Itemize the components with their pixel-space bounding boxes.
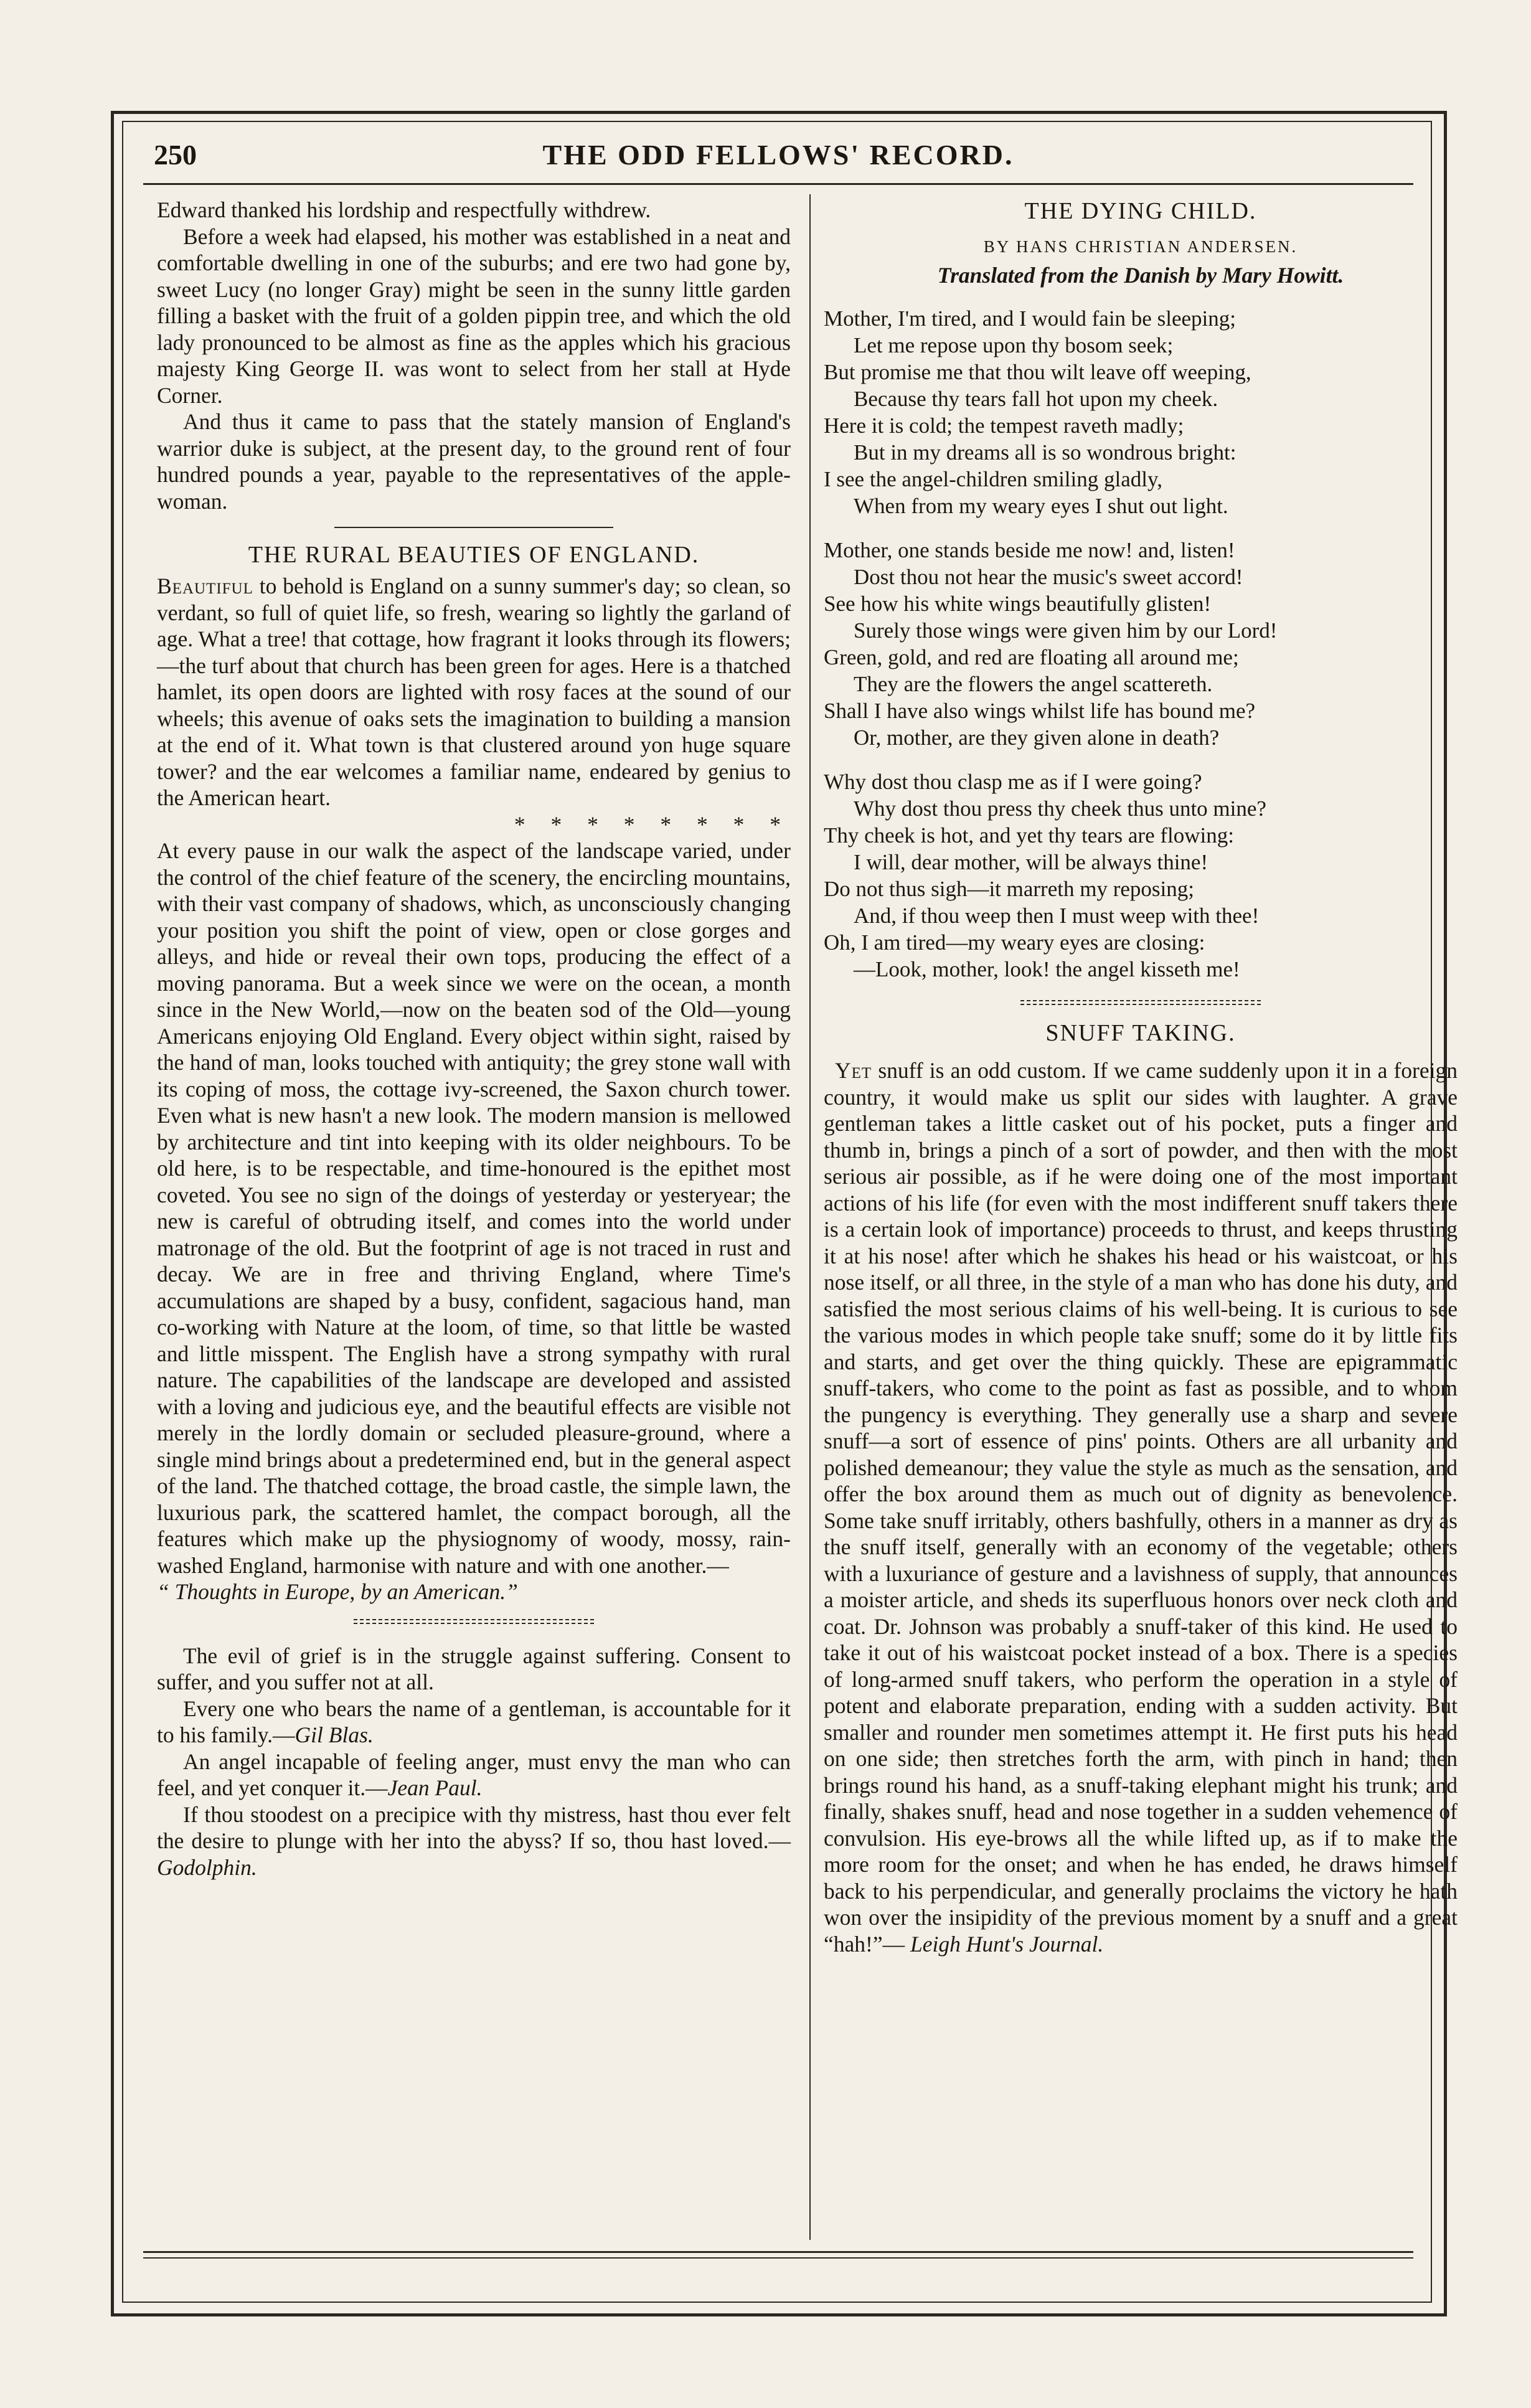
poem-stanza xyxy=(824,537,1458,751)
poem-line: Surely those wings were given him by our Lord! xyxy=(854,618,1278,643)
article-title-snuff: SNUFF TAKING. xyxy=(1045,1020,1236,1046)
poem-stanza xyxy=(824,305,1458,519)
poem-line: Or, mother, are they given alone in death? xyxy=(854,725,1220,750)
rural-paragraph xyxy=(157,573,791,811)
ornament-rule xyxy=(1020,1000,1261,1005)
footer-rule xyxy=(143,2251,1413,2253)
poem-line: When from my weary eyes I shut out light. xyxy=(854,494,1228,518)
poem-line: Green, gold, and red are floating all around me; xyxy=(824,645,1239,669)
poem-line: Oh, I am tired—my weary eyes are closing: xyxy=(824,930,1205,955)
article-title-rural: THE RURAL BEAUTIES OF ENGLAND. xyxy=(248,542,700,568)
poem-line: Because thy tears fall hot upon my cheek. xyxy=(854,387,1218,411)
intro-paragraph: Before a week had elapsed, his mother was established in a neat and comfortable dwelling in one of the suburbs; and ere two had gone by, sweet Lucy (no longer Gray) might be seen in the sunny little garden filling a basket with the fruit of a golden pippin tree, and which the old lady pronounced to be almost as fine as the apples which his gracious majesty King George II. was wont to select from her stall at Hyde Corner. xyxy=(157,224,791,408)
rural-source: “ Thoughts in Europe, by an American.” xyxy=(157,1579,518,1604)
poem-line: But in my dreams all is so wondrous bright: xyxy=(854,440,1237,465)
poem-line: Why dost thou clasp me as if I were going? xyxy=(824,770,1202,794)
poem-line: See how his white wings beautifully glisten! xyxy=(824,592,1212,616)
rural-paragraph: At every pause in our walk the aspect of the landscape varied, under the control of the chief feature of the scenery, the encircling mountains, with their vast company of shadows, which, as unconsciously changing your position you shift the point of view, open or close gorges and alleys, and hide or reveal their own tops, producing the effect of a moving panorama. But a week since we were on the ocean, a month since in the New World,—now on the beaten sod of the Old—young Americans enjoying Old England. Every object within sight, raised by the hand of man, looks touched with antiquity; the grey stone wall with its coping of moss, the cottage ivy-screened, the Saxon church tower. Even what is new hasn't a new look. The modern mansion is mellowed by architecture and tint into keeping with its older neighbours. To be old here, is to be respectable, and time-honoured is the epithet most coveted. You see no sign of the doings of yesterday or yesteryear; the new is careful of obtruding itself, and comes into the world under matronage of the old. But the footprint of age is not traced in rust and decay. We are in free and thriving England, where Time's accumulations are shaped by a busy, confident, sagacious hand, man co-working with Nature at the loom, of time, so that little be wasted and little misspent. The English have a strong sympathy with rural nature. The capabilities of the landscape are developed and assisted with a loving and judicious eye, and the beautiful effects are visible not merely in the lordly domain or secluded pleasure-ground, where a single mind brings about a predetermined end, but in the general aspect of the land. The thatched cottage, the broad castle, the simple lawn, the luxurious park, the scattered hamlet, the compact borough, all the features which make up the physiognomy of woody, mossy, rain-washed England, harmonise with nature and with one another.— xyxy=(157,838,791,1578)
poem-line: Let me repose upon thy bosom seek; xyxy=(854,333,1174,357)
ornament-rule xyxy=(354,1619,595,1624)
poem-line: —Look, mother, look! the angel kisseth me! xyxy=(854,957,1240,981)
poem-line: Why dost thou press thy cheek thus unto mine? xyxy=(854,796,1266,821)
page-number: 250 xyxy=(154,139,197,171)
poem-title: THE DYING CHILD. xyxy=(1024,198,1257,224)
poem-line: They are the flowers the angel scattereth. xyxy=(854,672,1213,696)
poem-translation-credit: Translated from the Danish by Mary Howitt. xyxy=(937,263,1344,288)
poem-line: Thy cheek is hot, and yet thy tears are flowing: xyxy=(824,823,1234,848)
poem-line: Mother, I'm tired, and I would fain be sleeping; xyxy=(824,306,1236,331)
poem-line: I will, dear mother, will be always thine! xyxy=(854,850,1208,874)
poem-line: But promise me that thou wilt leave off weeping, xyxy=(824,360,1251,384)
right-column xyxy=(824,197,1458,1957)
poem-line: Mother, one stands beside me now! and, listen! xyxy=(824,538,1235,562)
maxim-text: Every one who bears the name of a gentleman, is accountable for it to his family.— xyxy=(157,1696,791,1747)
maxim-source: Gil Blas. xyxy=(294,1722,374,1747)
maxim xyxy=(157,1801,791,1881)
left-column xyxy=(157,197,791,1881)
poem-stanza xyxy=(824,768,1458,983)
rural-text: to behold is England on a sunny summer's day; so clean, so verdant, so full of quiet life, so fresh, wearing so lightly the garland of age. What a tree! that cottage, how fragrant it looks through its flowers;—the turf about that church has been green for ages. Here is a thatched hamlet, its open doors are lighted with rosy faces at the sound of our wheels; this avenue of oaks sets the imagination to building a mansion at the end of it. What town is that clustered around yon huge square tower? and the ear welcomes a familiar name, endeared by genius to the American heart. xyxy=(157,574,791,810)
poem-line: And, if thou weep then I must weep with thee! xyxy=(854,904,1260,928)
maxim-text: An angel incapable of feeling anger, must envy the man who can feel, and yet conquer it.— xyxy=(157,1749,791,1800)
maxim xyxy=(157,1696,791,1749)
poem-line: Shall I have also wings whilst life has bound me? xyxy=(824,699,1256,723)
header-rule xyxy=(143,183,1413,185)
poem-byline: BY HANS CHRISTIAN ANDERSEN. xyxy=(983,237,1298,256)
maxim xyxy=(157,1643,791,1696)
maxim xyxy=(157,1749,791,1801)
maxim-source: Godolphin. xyxy=(157,1854,257,1880)
footer-rule xyxy=(143,2257,1413,2259)
maxim-text: If thou stoodest on a precipice with thy mistress, hast thou ever felt the desire to plunge with her into the abyss? If so, thou hast loved.— xyxy=(157,1801,791,1853)
maxim-source: Jean Paul. xyxy=(387,1775,483,1800)
running-head: THE ODD FELLOWS' RECORD. xyxy=(542,139,1014,171)
snuff-paragraph xyxy=(824,1057,1458,1957)
column-divider xyxy=(809,194,811,2240)
intro-paragraph: And thus it came to pass that the stately mansion of England's warrior duke is subject, at the present day, to the ground rent of four hundred pounds a year, payable to the representatives of the apple-woman. xyxy=(157,409,791,514)
asterisk-break: * * * * * * * * xyxy=(514,811,791,837)
drop-word: Beautiful xyxy=(157,574,253,598)
poem-line: I see the angel-children smiling gladly, xyxy=(824,467,1162,491)
poem-line: Dost thou not hear the music's sweet accord! xyxy=(854,565,1243,589)
section-rule xyxy=(334,527,613,528)
snuff-source: Leigh Hunt's Journal. xyxy=(910,1931,1104,1957)
intro-paragraph: Edward thanked his lordship and respectfully withdrew. xyxy=(157,197,651,222)
maxim-text: The evil of grief is in the struggle against suffering. Consent to suffer, and you suffer not at all. xyxy=(157,1643,791,1694)
poem-line: Here it is cold; the tempest raveth madly; xyxy=(824,413,1184,438)
snuff-text: snuff is an odd custom. If we came suddenly upon it in a foreign country, it would make us split our sides with laughter. A grave gentleman takes a little casket out of his pocket, puts a finger and thumb in, brings a pinch of a sort of powder, and then with the most serious air possible, as if he were doing one of the most important actions of his life (for even with the most indifferent snuff takers there is a certain look of importance) proceeds to thrust, and keeps thrusting it at his nose! after which he shakes his head or his waistcoat, or his nose itself, or all three, in the style of a man who has done his duty, and satisfied the most serious claims of his well-being. It is curious to see the various modes in which people take snuff; some do it by little fits and starts, and get over the thing quickly. These are epigrammatic snuff-takers, who come to the point as fast as possible, and to whom the pungency is everything. They generally use a sharp and severe snuff—a sort of essence of pins' points. Others are all urbanity and polished demeanour; they value the style as much as the sensation, and offer the box around them as much out of dignity as benevolence. Some take snuff irritably, others bashfully, others in a manner as dry as the snuff itself, generally with an economy of the vegetable; others with a luxuriance of gesture and a lavishness of supply, that announces a moister article, and sheds its superfluous honors over neck cloth and coat. Dr. Johnson was probably a snuff-taker of this kind. He used to take it out of his waistcoat pocket instead of a box. There is a species of long-armed snuff takers, who perform the operation in a style of potent and elaborate preparation, ending with a sudden activity. But smaller and rounder men sometimes attempt it. He first puts his head on one side; then stretches forth the arm, with pinch in hand; then brings round his hand, as a snuff-taking elephant might his trunk; and finally, shakes snuff, head and nose together in a sudden vehemence of convulsion. His eye-brows all the while lifted up, as if to make the more room for the onset; and when he has ended, he draws himself back to his perpendicular, and generally proclaims the victory he hath won over the insipidity of the previous moment by a snuff and a great “hah!”— xyxy=(824,1058,1458,1957)
drop-word: Yet xyxy=(835,1058,872,1083)
poem-line: Do not thus sigh—it marreth my reposing; xyxy=(824,877,1194,901)
